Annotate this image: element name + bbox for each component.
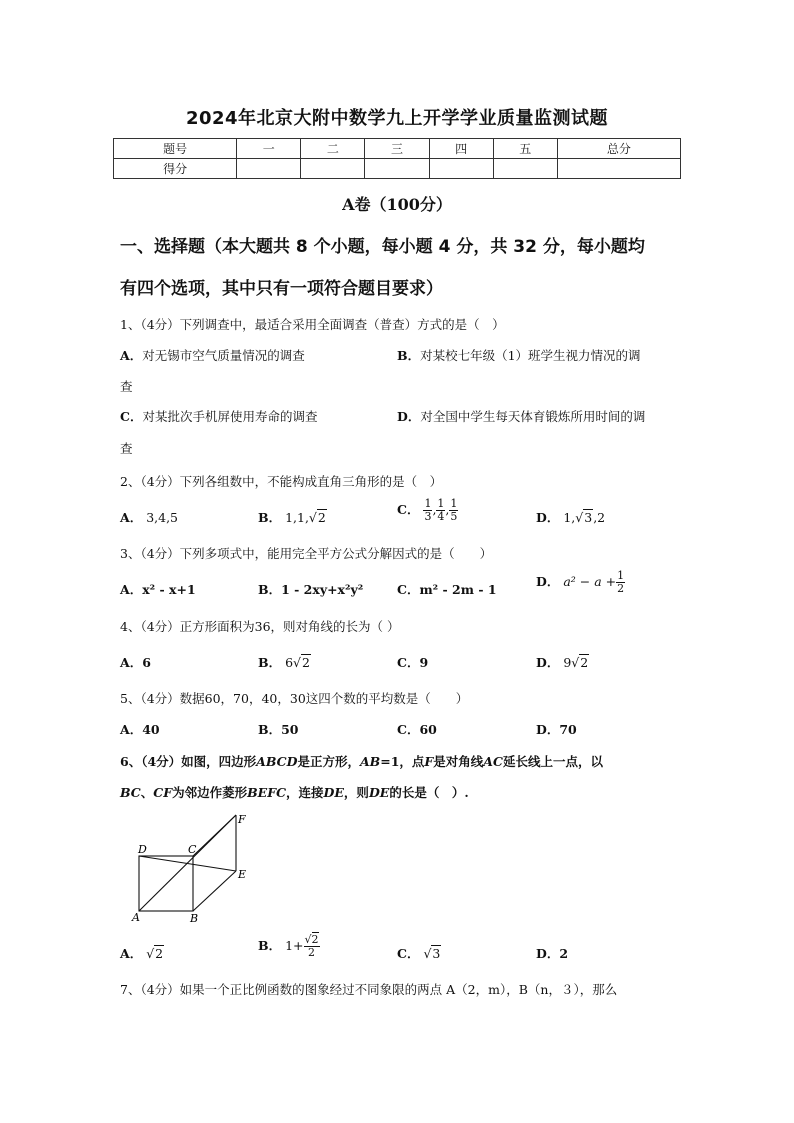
q1-option-b [397,346,641,364]
sqrt-symbol: √3 [423,946,441,961]
sqrt-symbol: √2 [146,946,164,961]
radicand: 2 [155,946,164,961]
q3-option-d-expr: a² − a + [563,574,617,589]
option-letter: A． [120,655,143,670]
option-letter: D． [397,409,421,424]
point-label-e: E [238,868,247,881]
point-label-b: B [190,912,199,925]
section1-heading-line2: 有四个选项，其中只有一项符合题目要求） [120,279,443,299]
q1-option-a [120,346,305,364]
option-letter: B． [258,938,282,953]
score-header-cell: 总分 [557,139,680,159]
q2-option-b-text: 1,1, [285,510,309,525]
option-letter: B． [258,722,282,737]
q4-option-d-text: 9 [563,655,572,670]
q2-option-b [258,508,327,526]
q4-option-b-text: 6 [285,655,294,670]
q6-var: AC [483,754,503,769]
score-header-cell: 题号 [114,139,237,159]
q3-option-a-text: x² - x+1 [142,582,196,597]
option-letter: A． [120,510,143,525]
fraction-one-fourth: $\frac{1}{4}$ [437,497,445,523]
q5-option-b [258,720,298,738]
q4-option-d [536,653,589,671]
option-letter: D． [536,655,560,670]
q2-option-d [536,508,605,526]
q6-stem-text: ，连接 [286,785,324,800]
q5-option-d-text: 70 [559,722,577,737]
q3-option-d [536,570,625,595]
q6-stem-text: 的长是（ ）. [389,785,469,800]
q3-option-c-text: m² - 2m - 1 [419,582,497,597]
option-letter: D． [536,946,560,961]
option-letter: D． [536,574,560,589]
score-cell [557,159,680,179]
q6-stem-text: 6、（4分）如图，四边形 [120,754,257,769]
section1-heading-line1: 一、选择题（本大题共 8 个小题，每小题 4 分，共 32 分，每小题均 [120,237,645,257]
q5-option-d [536,720,577,738]
segment-be [193,871,236,911]
radicand: 3 [432,946,441,961]
score-header-cell: 四 [429,139,493,159]
option-letter: B． [397,348,421,363]
q3-option-c [397,580,497,598]
option-letter: C． [397,655,420,670]
q6-stem-line1 [120,752,603,770]
score-row-label: 得分 [114,159,237,179]
option-letter: D． [536,510,560,525]
score-cell [301,159,365,179]
q5-option-c [397,720,437,738]
q6-stem-text: 是正方形， [297,754,360,769]
q6-option-d [536,944,568,962]
q4-stem: 4、（4分）正方形面积为36，则对角线的长为（ ） [120,619,400,634]
option-letter: C． [397,502,420,517]
q6-stem-text: =1，点 [380,754,425,769]
fraction-one-fifth: $\frac{1}{5}$ [450,497,458,523]
q5-stem: 5、（4分）数据60，70，40，30这四个数的平均数是（ ） [120,691,469,706]
point-label-a: A [132,911,140,924]
q6-option-c [397,944,441,962]
q1-option-d-text: 对全国中学生每天体育锻炼所用时间的调 [420,409,646,424]
q6-var: BEFC [247,785,287,800]
q2-stem: 2、（4分）下列各组数中，不能构成直角三角形的是（ ） [120,474,443,489]
option-letter: C． [397,722,420,737]
q6-option-a [120,944,164,962]
q1-option-a-text: 对无锡市空气质量情况的调查 [142,348,305,363]
score-table-header-row [114,139,681,159]
sqrt-symbol: √2 [293,655,310,670]
q6-stem-text: 是对角线 [433,754,484,769]
score-cell [237,159,301,179]
radicand: 2 [580,655,589,670]
q2-option-a [120,508,178,526]
score-cell [493,159,557,179]
q3-option-a [120,580,196,598]
q6-var: DE [323,785,344,800]
q6-stem-text: 、 [140,785,154,800]
segment-de [139,856,236,871]
sqrt-symbol: √2 [571,655,589,670]
q5-option-b-text: 50 [281,722,299,737]
q6-var: BC [120,785,141,800]
q6-option-b [258,934,320,959]
q6-stem-text: ，则 [343,785,369,800]
q5-option-a-text: 40 [142,722,160,737]
sqrt-symbol: √3 [575,510,593,525]
q3-option-b-text: 1 - 2xy+x²y² [281,582,364,597]
q6-stem-text: 为邻边作菱形 [172,785,248,800]
score-header-cell: 五 [493,139,557,159]
radicand: 2 [301,655,310,670]
q1-stem: 1、（4分）下列调查中，最适合采用全面调查（普查）方式的是（ ） [120,317,505,332]
score-table-score-row [114,159,681,179]
point-label-d: D [138,843,147,856]
q6-var: DE [368,785,390,800]
q6-stem-line2 [120,783,469,801]
option-letter: C． [397,946,420,961]
q6-var: CF [153,785,173,800]
q5-option-a [120,720,160,738]
point-label-c: C [188,843,197,856]
option-letter: A． [120,348,143,363]
point-label-f: F [238,813,246,826]
q6-stem-text: 延长线上一点，以 [502,754,603,769]
option-letter: B． [258,582,282,597]
q4-option-a [120,653,151,671]
fraction-one-third: $\frac{1}{3}$ [424,497,432,523]
q3-stem: 3、（4分）下列多项式中，能用完全平方公式分解因式的是（ ） [120,546,493,561]
fraction-one-half: $\frac{1}{2}$ [617,569,625,595]
q6-geometry-figure [130,810,260,930]
option-letter: C． [397,582,420,597]
q2-option-a-text: 3,4,5 [146,510,178,525]
q1-option-c-text: 对某批次手机屏使用寿命的调查 [142,409,318,424]
q6-var: AB [359,754,381,769]
q6-option-d-text: 2 [559,946,569,961]
score-header-cell: 二 [301,139,365,159]
q1-option-d [397,407,645,425]
q2-option-d-text: 1, [563,510,576,525]
score-cell [429,159,493,179]
q5-option-c-text: 60 [419,722,437,737]
q6-var: ABCD [256,754,298,769]
q6-var: F [424,754,434,769]
q4-option-a-text: 6 [142,655,151,670]
fraction-sqrt2-over-2: $\frac{√2}{2}$ [304,933,319,959]
q4-option-c [397,653,428,671]
q1-option-b-wrap: 查 [120,379,133,394]
q1-option-c [120,407,317,425]
option-letter: D． [536,722,560,737]
sqrt-symbol: √2 [308,510,326,525]
score-cell [365,159,429,179]
section-a-heading: A卷（100分） [342,195,452,214]
radicand: 3 [584,510,593,525]
option-letter: B． [258,510,282,525]
exam-title: 2024年北京大附中数学九上开学学业质量监测试题 [185,108,609,129]
q7-stem: 7、（4分）如果一个正比例函数的图象经过不同象限的两点 A（2，m），B（n，３），那么 [120,982,618,997]
radicand: 2 [317,510,326,525]
q4-option-b [258,653,311,671]
q1-option-b-text: 对某校七年级（1）班学生视力情况的调 [420,348,641,363]
q1-option-d-wrap: 查 [120,441,133,456]
option-letter: A． [120,722,143,737]
q4-option-c-text: 9 [419,655,429,670]
q6-option-b-text: 1+ [285,938,304,953]
score-header-cell: 三 [365,139,429,159]
segment-cf [193,815,236,856]
option-letter: C． [120,409,143,424]
q2-option-d-tail: ,2 [593,510,606,525]
option-letter: A． [120,946,143,961]
score-table [113,138,681,179]
q3-option-b [258,580,363,598]
option-letter: A． [120,582,143,597]
score-header-cell: 一 [237,139,301,159]
option-letter: B． [258,655,282,670]
q2-option-c: C． $\frac{1}{3}$ , $\frac{1}{4}$ , $\frac{1}{5}$ [397,497,458,523]
